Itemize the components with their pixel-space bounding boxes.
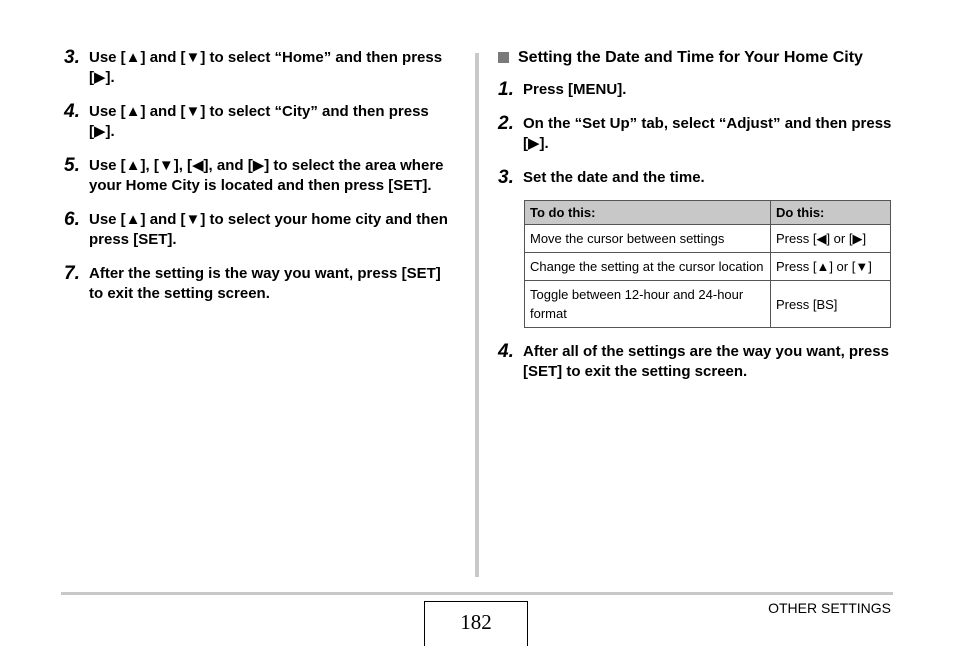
- section-heading: [498, 48, 892, 68]
- step-text: Set the date and the time.: [523, 169, 705, 186]
- left-column: [64, 48, 452, 318]
- step-6-home-city: [64, 210, 452, 250]
- step-1-menu: [498, 80, 892, 100]
- table-cell: Press [BS]: [771, 281, 891, 328]
- step-text: After all of the settings are the way you want, press [SET] to exit the setting screen.: [523, 343, 889, 380]
- step-4-exit: [498, 342, 892, 382]
- table-header: To do this:: [525, 201, 771, 225]
- step-number: 1.: [498, 79, 514, 100]
- step-number: 7.: [64, 263, 80, 284]
- operations-table: [524, 200, 891, 328]
- step-2-adjust: [498, 114, 892, 154]
- step-7-exit: [64, 264, 452, 304]
- step-text: Use [▲], [▼], [◀], and [▶] to select the area where your Home City is located and then press [SET].: [89, 157, 444, 194]
- table-cell: Press [◀] or [▶]: [771, 225, 891, 253]
- step-number: 5.: [64, 155, 80, 176]
- section-heading-text: Setting the Date and Time for Your Home City: [518, 49, 863, 66]
- table-cell: Change the setting at the cursor location: [525, 253, 771, 281]
- step-4-city: [64, 102, 452, 142]
- section-label: OTHER SETTINGS: [768, 600, 891, 616]
- step-number: 3.: [64, 47, 80, 68]
- footer-rule: [61, 592, 893, 595]
- step-text: After the setting is the way you want, press [SET] to exit the setting screen.: [89, 265, 441, 302]
- step-number: 6.: [64, 209, 80, 230]
- step-number: 2.: [498, 113, 514, 134]
- step-number: 4.: [498, 341, 514, 362]
- step-5-area: [64, 156, 452, 196]
- column-divider: [475, 53, 479, 577]
- table-row: [525, 281, 891, 328]
- step-3-home: [64, 48, 452, 88]
- table-header: Do this:: [771, 201, 891, 225]
- step-text: On the “Set Up” tab, select “Adjust” and then press [▶].: [523, 115, 892, 152]
- table-cell: Press [▲] or [▼]: [771, 253, 891, 281]
- table-row: [525, 253, 891, 281]
- table-header-row: [525, 201, 891, 225]
- page-number: 182: [424, 601, 528, 646]
- step-text: Use [▲] and [▼] to select “City” and then press [▶].: [89, 103, 429, 140]
- step-text: Use [▲] and [▼] to select your home city and then press [SET].: [89, 211, 448, 248]
- step-3-set-date: [498, 168, 892, 188]
- table-cell: Toggle between 12-hour and 24-hour format: [525, 281, 771, 328]
- step-number: 3.: [498, 167, 514, 188]
- table-cell: Move the cursor between settings: [525, 225, 771, 253]
- table-row: [525, 225, 891, 253]
- right-column: [498, 48, 892, 396]
- step-text: Press [MENU].: [523, 81, 627, 98]
- step-number: 4.: [64, 101, 80, 122]
- step-text: Use [▲] and [▼] to select “Home” and then press [▶].: [89, 49, 443, 86]
- square-bullet-icon: [498, 52, 509, 63]
